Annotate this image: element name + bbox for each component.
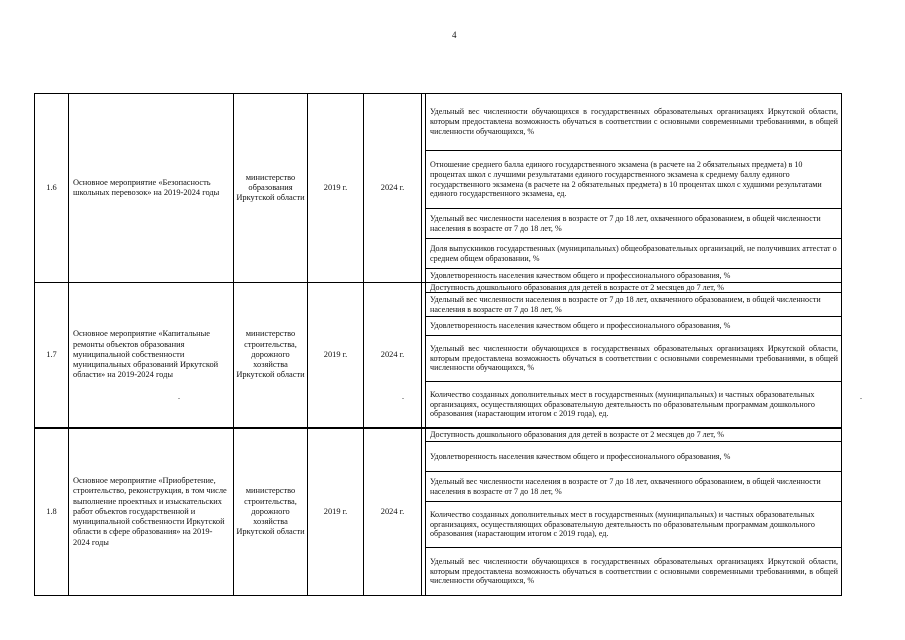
responsible-executor: министерство строительства, дорожного хозяйства Иркутской области xyxy=(234,283,308,427)
start-year: 2019 г. xyxy=(308,283,364,427)
indicator-item: Удовлетворенность населения качеством общего и профессионального образования, % xyxy=(430,270,731,280)
indicator-item: Доступность дошкольного образования для детей в возрасте от 2 месяцев до 7 лет, % xyxy=(426,429,841,442)
indicator-item: Отношение среднего балла единого государственного экзамена (в расчете на 2 обязательных предмета) в 10 процентах школ с лучшими результатами единого государственного экзамена к среднему баллу единого государственного экзамена (в расчете на 2 обязательных предмета) в 10 процентах школ с худшими результатами единого государственного экзамена, ед. xyxy=(426,151,841,209)
end-year: 2024 г. xyxy=(364,94,422,282)
indicator-item: Удельный вес численности населения в возрасте от 7 до 18 лет, охваченного образованием, в общей численности населения в возрасте от 7 до 18 лет, % xyxy=(426,472,841,502)
indicators-cell xyxy=(426,94,841,282)
table-row xyxy=(34,93,842,283)
indicator-item: Доступность дошкольного образования для детей в возрасте от 2 месяцев до 7 лет, % xyxy=(426,283,841,293)
activity-name: Основное мероприятие «Капитальные ремонты объектов образования муниципальной собственности муниципальных образований Иркутской области» на 2019-2024 годы xyxy=(69,283,234,427)
row-number: 1.7 xyxy=(35,283,69,427)
indicator-item: Удельный вес численности обучающихся в государственных образовательных организациях Иркутской области, которым предоставлена возможность обучаться в соответствии с основными современными требованиями, в общей численности обучающихся, % xyxy=(430,556,838,586)
table-row xyxy=(34,282,842,428)
indicator-item: Удельный вес численности населения в возрасте от 7 до 18 лет, охваченного образованием, в общей численности населения в возрасте от 7 до 18 лет, % xyxy=(426,293,841,317)
page-number: 4 xyxy=(452,30,457,40)
responsible-executor: министерство строительства, дорожного хозяйства Иркутской области xyxy=(234,429,308,595)
indicator-item: Количество созданных дополнительных мест в государственных (муниципальных) и частных образовательных организациях, осуществляющих образовательную деятельность по образовательным программам дошкольного образования (нарастающим итогом с 2019 года), ед. xyxy=(426,502,841,548)
indicator-item: Количество созданных дополнительных мест в государственных (муниципальных) и частных образовательных организациях, осуществляющих образовательную деятельность по образовательным программам дошкольного образования (нарастающим итогом с 2019 года), ед. xyxy=(430,389,815,419)
indicator-item: Удовлетворенность населения качеством общего и профессионального образования, % xyxy=(426,442,841,472)
indicator-item: Удельный вес численности обучающихся в государственных образовательных организациях Иркутской области, которым предоставлена возможность обучаться в соответствии с основными современными требованиями, в общей численности обучающихся, % xyxy=(426,94,841,151)
scan-mark: . xyxy=(402,392,404,401)
indicator-item: Доля выпускников государственных (муниципальных) общеобразовательных организаций, не получивших аттестат о среднем общем образовании, % xyxy=(426,239,841,269)
activity-name: Основное мероприятие «Приобретение, строительство, реконструкция, в том числе выполнение проектных и изыскательских работ объектов государственной и муниципальной собственности Иркутской области в сфере образования» на 2019-2024 годы xyxy=(69,429,234,595)
row-number: 1.8 xyxy=(35,429,69,595)
indicators-cell xyxy=(426,283,841,427)
indicator-item: Удовлетворенность населения качеством общего и профессионального образования, % xyxy=(426,317,841,336)
indicator-item: Удельный вес численности обучающихся в государственных образовательных организациях Иркутской области, которым предоставлена возможность обучаться в соответствии с основными современными требованиями, в общей численности обучающихся, % xyxy=(426,336,841,382)
indicator-item: Удельный вес численности населения в возрасте от 7 до 18 лет, охваченного образованием, в общей численности населения в возрасте от 7 до 18 лет, % xyxy=(426,209,841,239)
end-year: 2024 г. xyxy=(364,283,422,427)
table-row xyxy=(34,428,842,596)
end-year: 2024 г. xyxy=(364,429,422,595)
start-year: 2019 г. xyxy=(308,429,364,595)
scan-mark: . xyxy=(178,392,180,401)
row-number: 1.6 xyxy=(35,94,69,282)
start-year: 2019 г. xyxy=(308,94,364,282)
activity-name: Основное мероприятие «Безопасность школьных перевозок» на 2019-2024 годы xyxy=(69,94,234,282)
responsible-executor: министерство образования Иркутской области xyxy=(234,94,308,282)
scan-mark: . xyxy=(860,392,862,401)
indicators-cell xyxy=(426,429,841,595)
